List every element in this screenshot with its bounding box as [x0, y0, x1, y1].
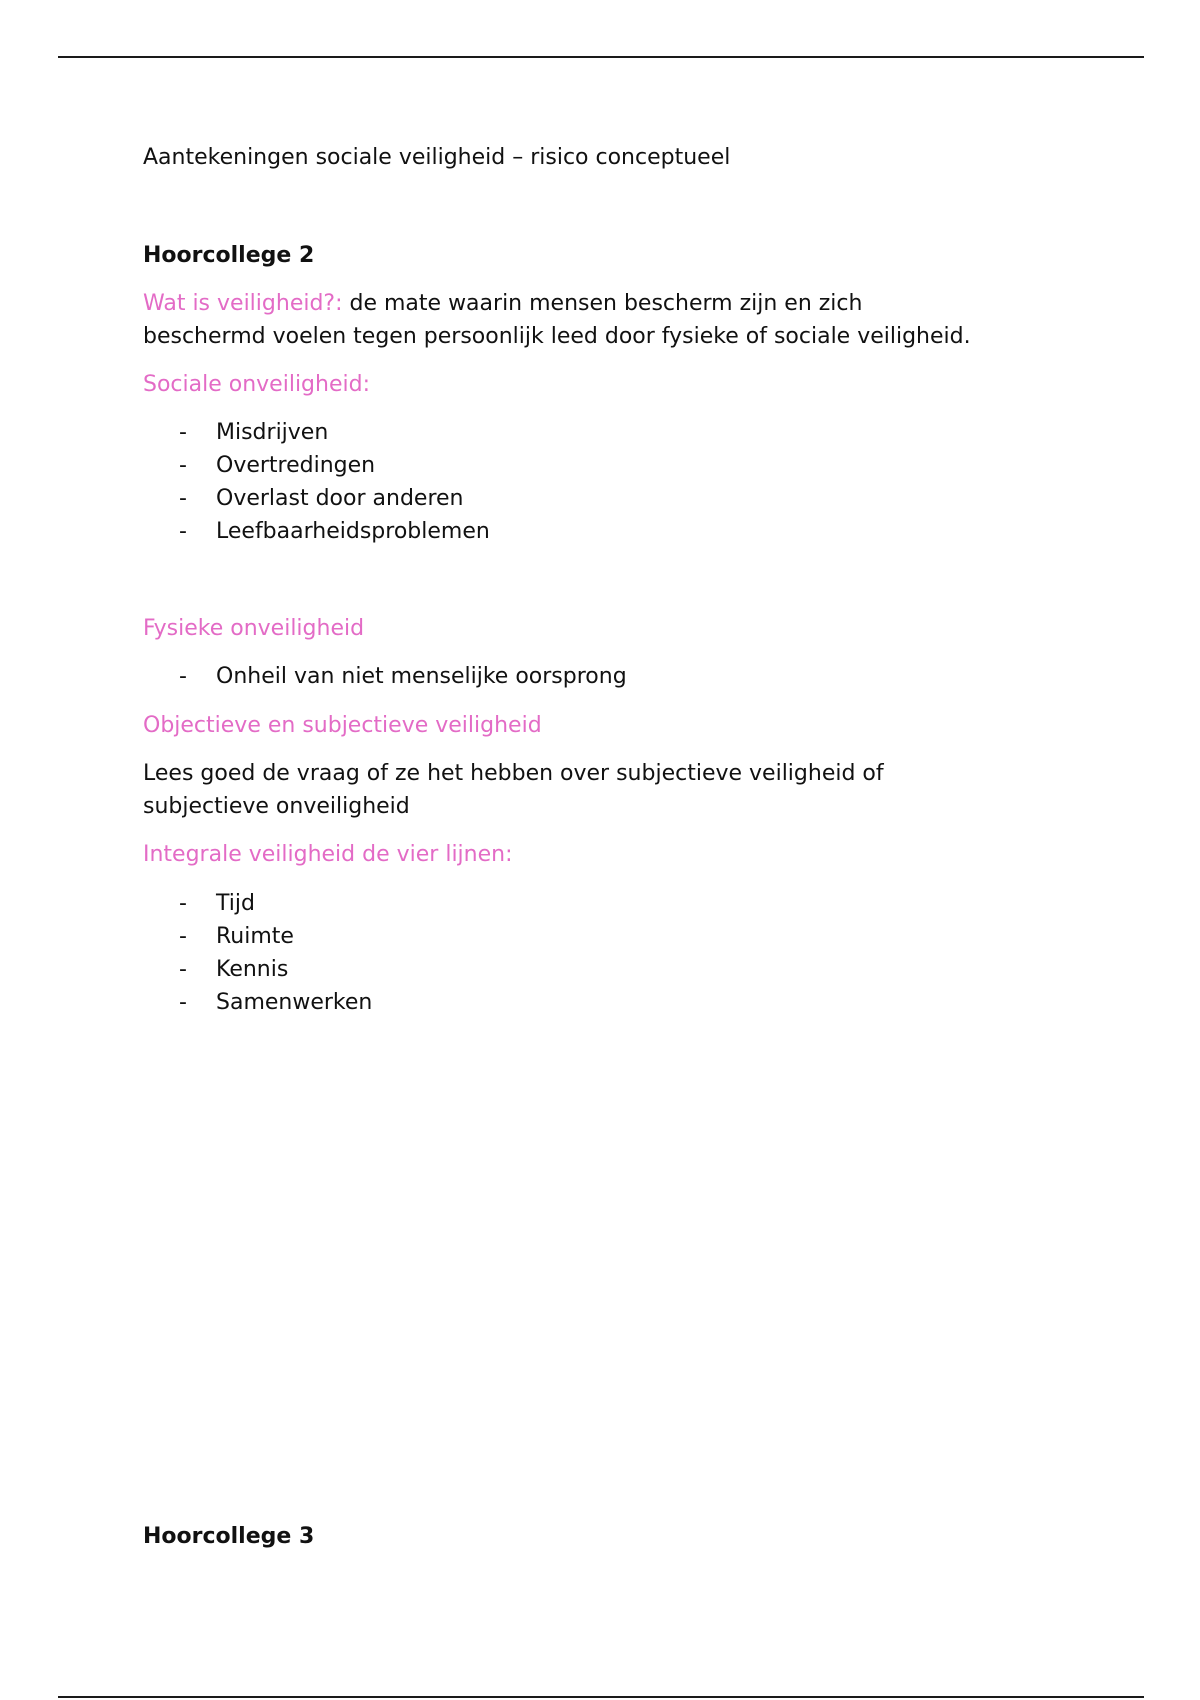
list-item-text: Samenwerken — [216, 990, 373, 1015]
section-heading-hoorcollege-2: Hoorcollege 2 — [143, 243, 315, 268]
list-item-text: Leefbaarheidsproblemen — [216, 519, 490, 544]
list-item-text: Tijd — [216, 891, 255, 916]
definition-line-2: beschermd voelen tegen persoonlijk leed door fysieke of sociale veiligheid. — [143, 324, 971, 349]
definition-text-1: de mate waarin mensen bescherm zijn en zich — [342, 291, 863, 316]
list-item-text: Misdrijven — [216, 420, 329, 445]
list-item-text: Onheil van niet menselijke oorsprong — [216, 664, 627, 689]
footer-rule — [58, 1696, 1144, 1698]
objective-subjective-line-1: Lees goed de vraag of ze het hebben over subjectieve veiligheid of — [143, 761, 884, 786]
objective-subjective-line-2: subjectieve onveiligheid — [143, 794, 410, 819]
bullet-dash: - — [179, 891, 187, 916]
bullet-dash: - — [179, 990, 187, 1015]
bullet-dash: - — [179, 664, 187, 689]
heading-integral-safety: Integrale veiligheid de vier lijnen: — [143, 842, 513, 867]
document-title: Aantekeningen sociale veiligheid – risico conceptueel — [143, 145, 731, 170]
header-rule — [58, 56, 1144, 58]
bullet-dash: - — [179, 924, 187, 949]
heading-physical-unsafety: Fysieke onveiligheid — [143, 616, 365, 641]
list-item-text: Overtredingen — [216, 453, 376, 478]
list-item-text: Overlast door anderen — [216, 486, 464, 511]
bullet-dash: - — [179, 420, 187, 445]
definition-term: Wat is veiligheid?: — [143, 291, 343, 316]
bullet-dash: - — [179, 453, 187, 478]
section-heading-hoorcollege-3: Hoorcollege 3 — [143, 1524, 315, 1549]
list-item-text: Kennis — [216, 957, 289, 982]
definition-line-1 — [143, 287, 862, 320]
bullet-dash: - — [179, 519, 187, 544]
bullet-dash: - — [179, 957, 187, 982]
heading-social-unsafety: Sociale onveiligheid: — [143, 372, 370, 397]
bullet-dash: - — [179, 486, 187, 511]
list-item-text: Ruimte — [216, 924, 294, 949]
heading-objective-subjective: Objectieve en subjectieve veiligheid — [143, 713, 542, 738]
